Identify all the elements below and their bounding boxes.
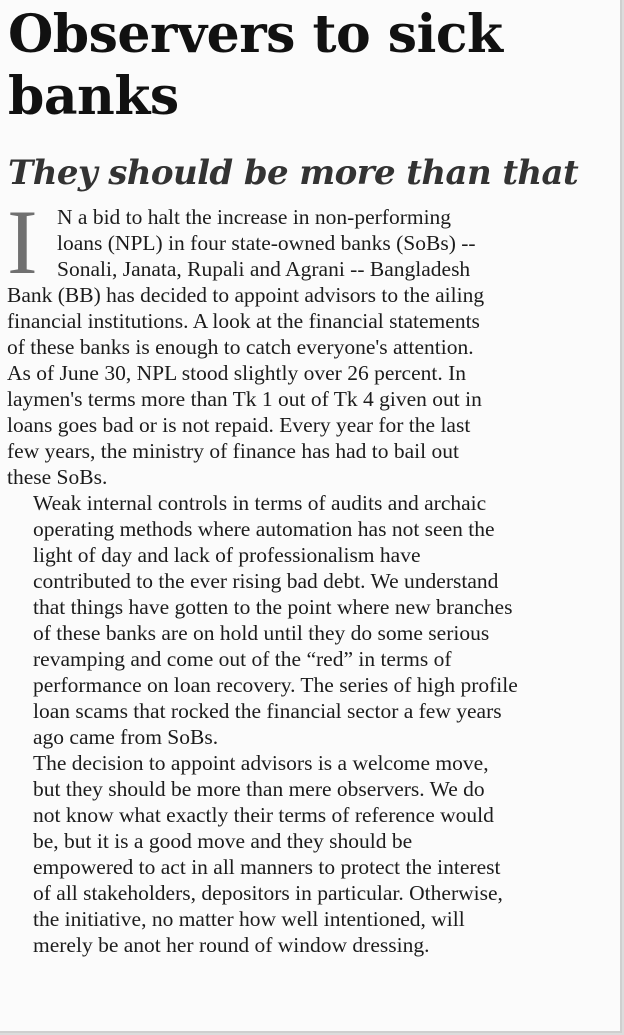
body-line: but they should be more than mere observers. We do (33, 777, 485, 801)
body-line: laymen's terms more than Tk 1 out of Tk 4 given out in (7, 387, 482, 411)
body-line: revamping and come out of the “red” in terms of (33, 647, 452, 671)
body-line: The decision to appoint advisors is a welcome move, (33, 751, 489, 775)
body-line: Bank (BB) has decided to appoint advisors to the ailing (7, 283, 485, 307)
headline: Observers to sick banks (8, 4, 503, 127)
body-line: contributed to the ever rising bad debt. We understand (33, 569, 499, 593)
drop-cap: I (7, 191, 38, 293)
paragraph-3 (7, 750, 613, 958)
body-line: of these banks is enough to catch everyone's attention. (7, 335, 474, 359)
subheadline: They should be more than that (8, 153, 579, 193)
body-line: loans goes bad or is not repaid. Every year for the last (7, 413, 471, 437)
body-line: Weak internal controls in terms of audits and archaic (33, 491, 487, 515)
body-line: of all stakeholders, depositors in particular. Otherwise, (33, 881, 503, 905)
body-line: that things have gotten to the point where new branches (33, 595, 513, 619)
body-line: the initiative, no matter how well intentioned, will (33, 907, 465, 931)
body-line: merely be anot her round of window dressing. (33, 933, 430, 957)
body-line: financial institutions. A look at the financial statements (7, 309, 480, 333)
body-line: operating methods where automation has not seen the (33, 517, 495, 541)
body-line: ago came from SoBs. (33, 725, 219, 749)
body-line: be, but it is a good move and they should be (33, 829, 413, 853)
body-line: loan scams that rocked the financial sector a few years (33, 699, 502, 723)
paragraph-1 (7, 191, 613, 490)
body-line: As of June 30, NPL stood slightly over 26 percent. In (7, 361, 467, 385)
body-line: these SoBs. (7, 465, 108, 489)
paragraph-2 (7, 490, 613, 750)
body-line: light of day and lack of professionalism have (33, 543, 421, 567)
body-line: few years, the ministry of finance has had to bail out (7, 439, 459, 463)
article-body (7, 191, 613, 958)
body-line: empowered to act in all manners to protect the interest (33, 855, 501, 879)
body-line: Sonali, Janata, Rupali and Agrani -- Bangladesh (57, 257, 471, 281)
body-line: of these banks are on hold until they do some serious (33, 621, 490, 645)
body-line: loans (NPL) in four state-owned banks (SoBs) -- (57, 231, 476, 255)
body-line: performance on loan recovery. The series of high profile (33, 673, 518, 697)
body-line: not know what exactly their terms of reference would (33, 803, 494, 827)
body-line: N a bid to halt the increase in non-performing (57, 205, 452, 229)
